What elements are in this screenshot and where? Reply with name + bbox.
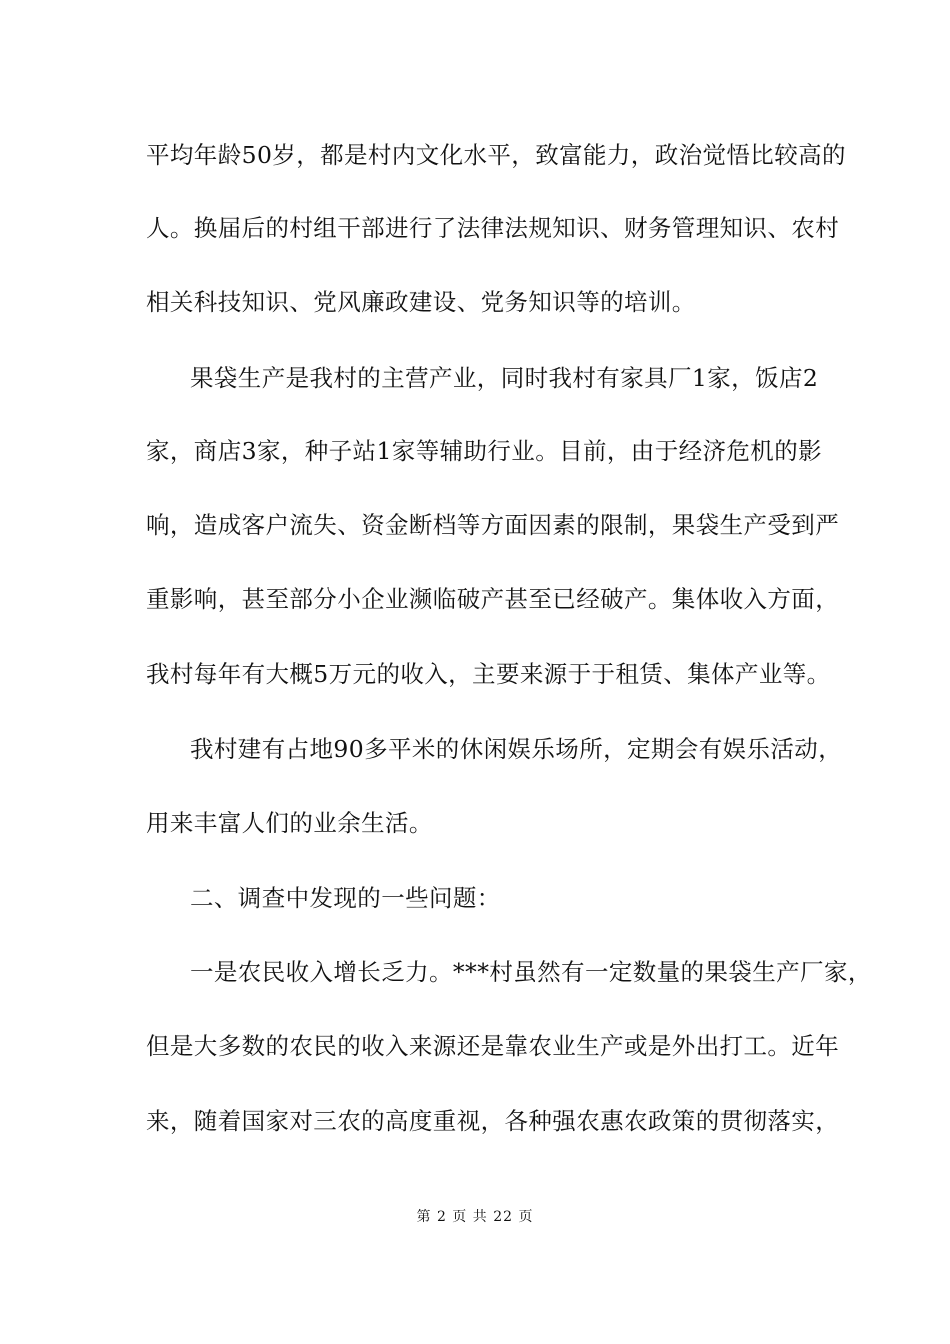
text-line-2: 人。换届后的村组干部进行了法律法规知识、财务管理知识、农村 (146, 214, 840, 242)
text-line-1: 平均年龄50岁，都是村内文化水平，致富能力，政治觉悟比较高的 (146, 141, 846, 169)
text-line-5: 家，商店3家，种子站1家等辅助行业。目前，由于经济危机的影 (146, 437, 823, 465)
text-line-8: 我村每年有大概5万元的收入，主要来源于于租赁、集体产业等。 (146, 660, 831, 688)
page-footer: 第 2 页 共 22 页 (416, 1209, 534, 1225)
paragraph-start-1: 果袋生产是我村的主营产业，同时我村有家具厂1家，饭店2 (190, 364, 819, 392)
text-line-10: 用来丰富人们的业余生活。 (146, 809, 433, 837)
paragraph-start-2: 我村建有占地90多平米的休闲娱乐场所，定期会有娱乐活动， (190, 735, 843, 763)
text-line-13: 但是大多数的农民的收入来源还是靠农业生产或是外出打工。近年 (146, 1032, 840, 1060)
text-line-14: 来，随着国家对三农的高度重视，各种强农惠农政策的贯彻落实， (146, 1107, 840, 1135)
text-line-3: 相关科技知识、党风廉政建设、党务知识等的培训。 (146, 288, 696, 316)
text-line-7: 重影响，甚至部分小企业濒临破产甚至已经破产。集体收入方面， (146, 585, 840, 613)
section-heading: 二、调查中发现的一些问题： (190, 884, 501, 912)
paragraph-start-3: 一是农民收入增长乏力。***村虽然有一定数量的果袋生产厂家， (190, 958, 872, 986)
text-line-6: 响，造成客户流失、资金断档等方面因素的限制，果袋生产受到严 (146, 511, 840, 539)
